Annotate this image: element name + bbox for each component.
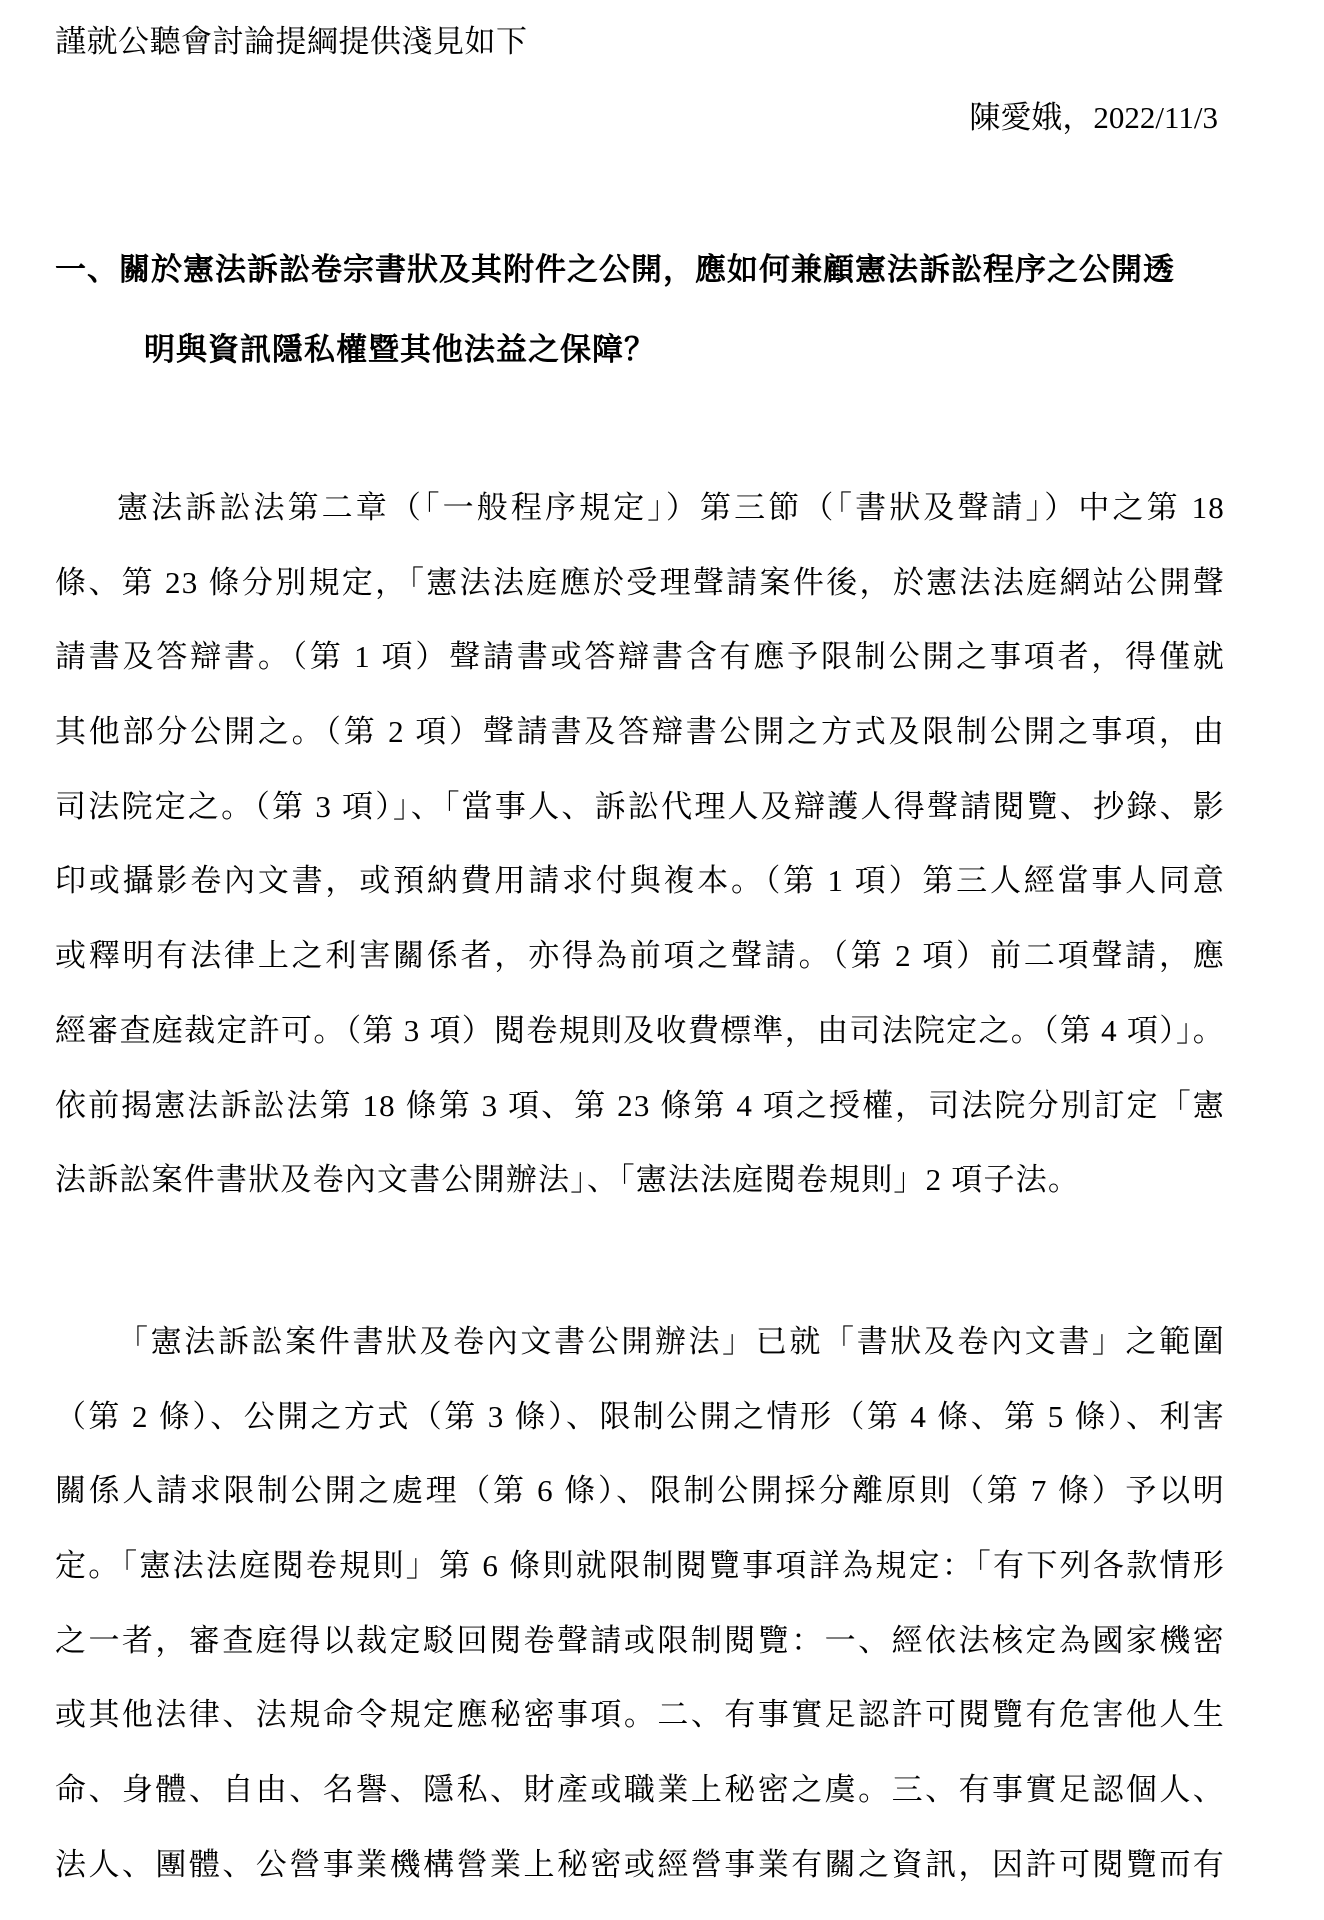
paragraph-line: 法人、團體、公營事業機構營業上秘密或經營事業有關之資訊，因許可閱覽而有 [55,1846,1225,1882]
paragraph-line: 關係人請求限制公開之處理（第 6 條）、限制公開採分離原則（第 7 條）予以明 [55,1473,1225,1509]
paragraph-line: 或其他法律、法規命令規定應秘密事項。二、有事實足認許可閱覽有危害他人生 [55,1697,1225,1733]
paragraph-line: 其他部分公開之。（第 2 項）聲請書及答辯書公開之方式及限制公開之事項，由 [55,714,1225,750]
paragraph-line: 司法院定之。（第 3 項）」、「當事人、訴訟代理人及辯護人得聲請閱覽、抄錄、影 [55,788,1225,824]
paragraph-line: （第 2 條）、公開之方式（第 3 條）、限制公開之情形（第 4 條、第 5 條）、利害 [55,1398,1225,1434]
paragraph-line: 或釋明有法律上之利害關係者，亦得為前項之聲請。（第 2 項）前二項聲請，應 [55,938,1225,974]
heading-line: 一、關於憲法訴訟卷宗書狀及其附件之公開，應如何兼顧憲法訴訟程序之公開透 [55,252,1175,287]
paragraph-line: 之一者，審查庭得以裁定駁回閱卷聲請或限制閱覽：一、經依法核定為國家機密 [55,1622,1225,1658]
paragraph-line: 依前揭憲法訴訟法第 18 條第 3 項、第 23 條第 4 項之授權，司法院分別訂定「憲 [55,1087,1225,1123]
heading-line: 明與資訊隱私權暨其他法益之保障？ [144,332,656,367]
paragraph-regulations [55,1322,1225,1920]
paragraph-line: 經審查庭裁定許可。（第 3 項）閱卷規則及收費標準，由司法院定之。（第 4 項）」。 [55,1012,1225,1048]
paragraph-line: 憲法訴訟法第二章（「一般程序規定」）第三節（「書狀及聲請」）中之第 18 [117,490,1225,525]
paragraph-line: 定。「憲法法庭閱卷規則」第 6 條則就限制閱覽事項詳為規定：「有下列各款情形 [55,1548,1225,1584]
intro-line: 謹就公聽會討論提綱提供淺見如下 [55,24,528,59]
paragraph-statute [55,488,1225,1235]
paragraph-line: 請書及答辯書。（第 1 項）聲請書或答辯書含有應予限制公開之事項者，得僅就 [55,639,1225,675]
paragraph-line: 印或攝影卷內文書，或預納費用請求付與複本。（第 1 項）第三人經當事人同意 [55,863,1225,899]
paragraph-line: 條、第 23 條分別規定，「憲法法庭應於受理聲請案件後，於憲法法庭網站公開聲 [55,564,1225,600]
paragraph-line: 命、身體、自由、名譽、隱私、財產或職業上秘密之虞。三、有事實足認個人、 [55,1772,1225,1808]
paragraph-line: 法訴訟案件書狀及卷內文書公開辦法」、「憲法法庭閱卷規則」2 項子法。 [55,1162,1081,1198]
section-heading [55,250,1225,410]
paragraph-line: 「憲法訴訟案件書狀及卷內文書公開辦法」已就「書狀及卷內文書」之範圍 [117,1324,1225,1359]
author-date-signature: 陳愛娥，2022/11/3 [969,100,1218,135]
